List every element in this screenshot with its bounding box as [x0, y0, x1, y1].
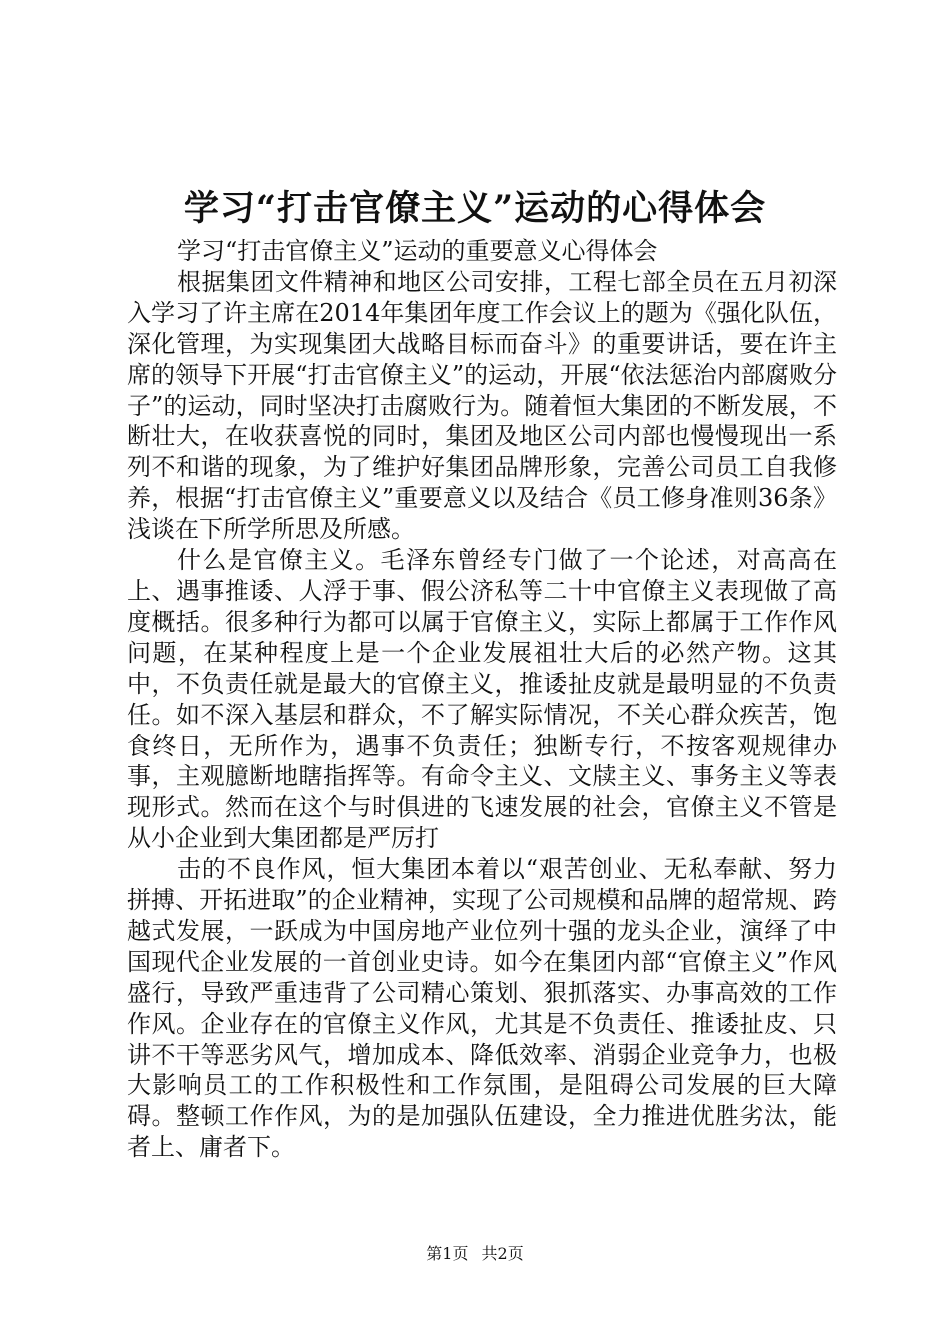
- page-number: 第1页: [426, 1244, 469, 1263]
- document-title: 学习“打击官僚主义”运动的心得体会: [183, 188, 767, 229]
- body-paragraph: 根据集团文件精神和地区公司安排，工程七部全员在五月初深入学习了许主席在2014年集团年度工作会议上的题为《强化队伍，深化管理，为实现集团大战略目标而奋斗》的重要讲话，要在许主席的领导下开展“打击官僚主义”的运动，开展“依法惩治内部腐败分子”的运动，同时坚决打击腐败行为。随着恒大集团的不断发展，不断壮大，在收获喜悦的同时，集团及地区公司内部也慢慢现出一系列不和谐的现象，为了维护好集团品牌形象，完善公司员工自我修养，根据“打击官僚主义”重要意义以及结合《员工修身准则36条》浅谈在下所学所思及所感。: [127, 267, 837, 544]
- body-paragraph: 击的不良作风，恒大集团本着以“艰苦创业、无私奉献、努力拼搏、开拓进取”的企业精神，实现了公司规模和品牌的超常规、跨越式发展，一跃成为中国房地产业位列十强的龙头企业，演绎了中国现代企业发展的一首创业史诗。如今在集团内部“官僚主义”作风盛行，导致严重违背了公司精心策划、狠抓落实、办事高效的工作作风。企业存在的官僚主义作风，尤其是不负责任、推诿扯皮、只讲不干等恶劣风气，增加成本、降低效率、消弱企业竞争力，也极大影响员工的工作积极性和工作氛围，是阻碍公司发展的巨大障碍。整顿工作作风，为的是加强队伍建设，全力推进优胜劣汰，能者上、庸者下。: [127, 855, 837, 1162]
- page-count: 共2页: [481, 1244, 524, 1263]
- page-footer: [0, 1244, 950, 1264]
- document-body: [127, 236, 837, 1163]
- body-paragraph: 什么是官僚主义。毛泽东曾经专门做了一个论述，对高高在上、遇事推诿、人浮于事、假公济私等二十中官僚主义表现做了高度概括。很多种行为都可以属于官僚主义，实际上都属于工作作风问题，在某种程度上是一个企业发展祖壮大后的必然产物。这其中，不负责任就是最大的官僚主义，推诿扯皮就是最明显的不负责任。如不深入基层和群众，不了解实际情况，不关心群众疾苦，饱食终日，无所作为，遇事不负责任；独断专行，不按客观规律办事，主观臆断地瞎指挥等。有命令主义、文牍主义、事务主义等表现形式。然而在这个与时俱进的飞速发展的社会，官僚主义不管是从小企业到大集团都是严厉打: [127, 546, 837, 853]
- subtitle-paragraph: 学习“打击官僚主义”运动的重要意义心得体会: [177, 237, 658, 265]
